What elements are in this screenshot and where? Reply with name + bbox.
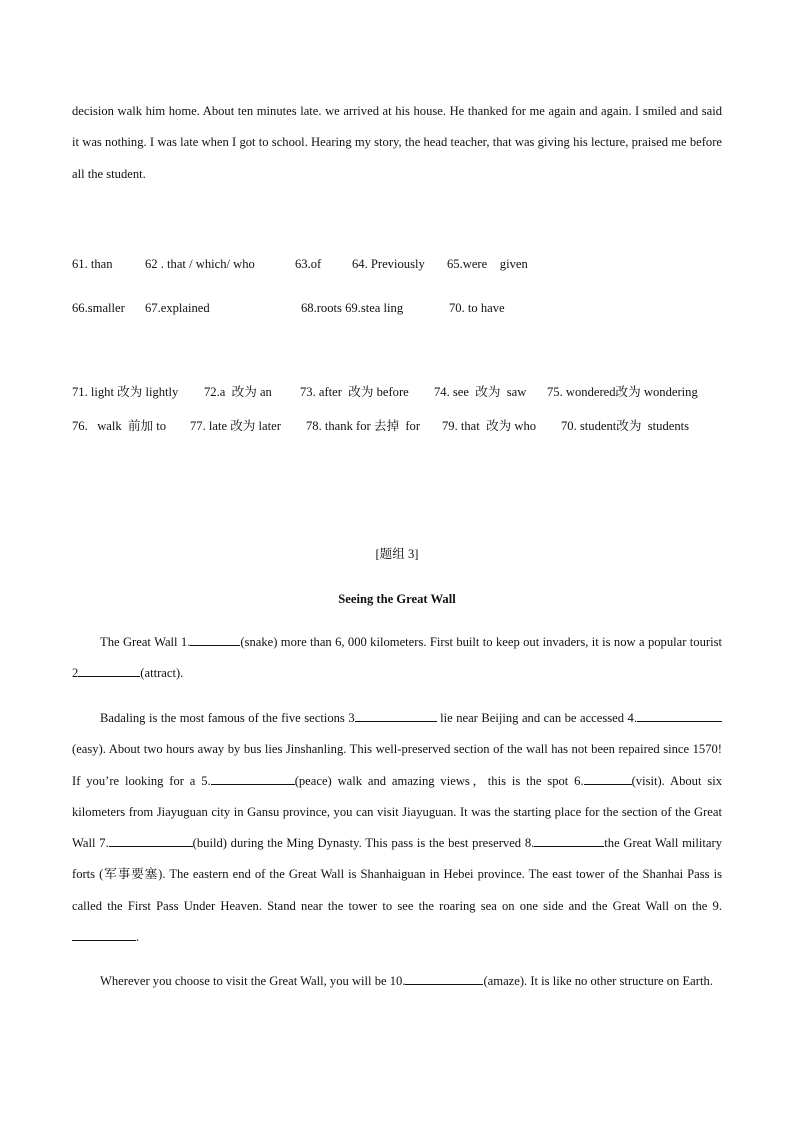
correction-row-76-80	[72, 416, 732, 556]
passage-title: Seeing the Great Wall	[338, 592, 456, 606]
answer-61: 61. than	[72, 257, 113, 271]
blank-3[interactable]	[355, 720, 437, 722]
p1-text-c: (attract).	[140, 666, 184, 681]
answer-65: 65.were given	[447, 257, 528, 271]
blank-9[interactable]	[72, 939, 136, 941]
blank-4[interactable]	[637, 720, 722, 722]
p2-text-e: (visit). About six kilometers from Jiayuguan city in Gansu province, you can visit Jiayuguan. It was the starting place for the section of the Great Wall 7.	[72, 773, 722, 851]
p2-text-h: .	[136, 930, 140, 945]
blank-7[interactable]	[109, 845, 193, 847]
p2-text-a: Badaling is the most famous of the five sections 3	[100, 711, 355, 725]
correction-72: 72.a 改为 an	[204, 385, 272, 399]
paragraph-3	[72, 966, 722, 997]
correction-73: 73. after 改为 before	[300, 385, 409, 399]
correction-71: 71. light 改为 lightly	[72, 385, 179, 399]
correction-78: 78. thank for 去掉 for	[306, 419, 421, 433]
blank-5[interactable]	[211, 783, 295, 785]
blank-8[interactable]	[534, 845, 604, 847]
correction-75: 75. wondered改为 wondering	[547, 385, 698, 399]
correction-77: 77. late 改为 later	[190, 419, 281, 433]
answer-70: 70. to have	[449, 301, 505, 315]
passage-ending-paragraph: decision walk him home. About ten minutes late. we arrived at his house. He thanked for me again and again. I smiled and said it was nothing. I was late when I got to school. Hearing my story, the head teacher, that was giving his lecture, praised me before all the student.	[72, 104, 722, 181]
answer-66: 66.smaller	[72, 301, 125, 315]
correction-80: 70. student改为 students	[561, 419, 690, 433]
p2-text-d: (peace) walk and amazing views，this is the spot 6.	[294, 773, 584, 788]
document-page	[72, 0, 722, 1123]
p1-text-a: The Great Wall 1.	[100, 635, 191, 649]
p2-text-f: (build) during the Ming Dynasty. This pass is the best preserved 8.	[192, 836, 535, 851]
group-label: [题组 3]	[375, 547, 419, 561]
blank-6[interactable]	[584, 783, 632, 785]
paragraph-2	[72, 703, 722, 953]
p2-text-g: the Great Wall military forts (军事要塞). The eastern end of the Great Wall is Shanhaiguan in Hebei province. The east tower of the Shanhai Pass is called the First Pass Under Heaven. Stand near the tower to see the roaring sea on one side and the Great Wall on the 9.	[72, 836, 722, 913]
blank-2[interactable]	[78, 675, 140, 677]
p2-text-b: lie near Beijing and can be accessed 4.	[436, 711, 637, 725]
p2-text-c: (easy). About two hours away by bus lies Jinshanling. This well-preserved section of the wall has not been repaired since 1570! If you’re looking for a 5.	[72, 742, 722, 788]
answer-62: 62 . that / which/ who	[145, 257, 255, 271]
correction-76: 76. walk 前加 to	[72, 419, 167, 433]
blank-1[interactable]	[190, 644, 240, 646]
p1-text-b: (snake) more than 6, 000 kilometers. First built to keep out invaders, it is now a popular tourist 2	[72, 635, 722, 681]
correction-74: 74. see 改为 saw	[434, 385, 527, 399]
answer-68-69: 68.roots 69.stea ling	[301, 301, 404, 315]
paragraph-1	[72, 627, 722, 690]
answer-64: 64. Previously	[352, 257, 425, 271]
answer-63: 63.of	[295, 257, 322, 271]
p3-text-a: Wherever you choose to visit the Great Wall, you will be 10.	[100, 974, 406, 988]
correction-79: 79. that 改为 who	[442, 419, 537, 433]
blank-10[interactable]	[405, 983, 483, 985]
answer-67: 67.explained	[145, 301, 210, 315]
p3-text-b: (amaze). It is like no other structure on Earth.	[483, 974, 713, 988]
